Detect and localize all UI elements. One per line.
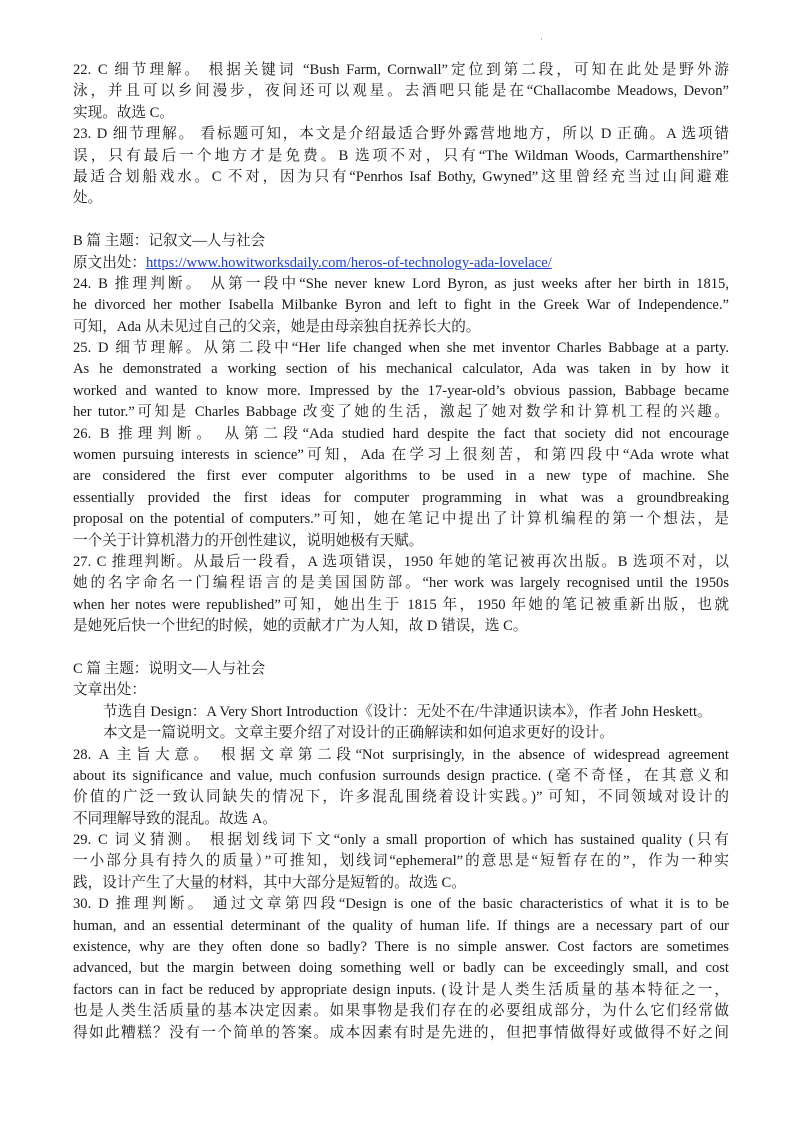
answer-line: 一小部分具有持久的质量）”可推知，划线词“ephemeral”的意思是“短暂存在的”，作为一种实 [73, 853, 729, 870]
answer-line: proposal on the potential of computers.”可知，她在笔记中提出了计算机编程的第一个想法，是 [73, 511, 729, 528]
answer-line: 27. C 推理判断。从最后一段看，A 选项错误，1950 年她的笔记被再次出版。B 选项不对，以 [73, 553, 729, 570]
section-c-source-book: 节选自 Design：A Very Short Introduction《设计：无处不在/牛津通识读本》，作者 John Heskett。 [103, 703, 712, 720]
answer-line: about its significance and value, much confusion surrounds design practice. (毫不奇怪，在其意义和 [73, 767, 729, 784]
answer-line: 实现。故选 C。 [73, 104, 174, 121]
header-mark: · [540, 34, 543, 44]
answer-line: advanced, but the margin between doing something well or badly can be exceedingly small, and cost [73, 960, 729, 977]
source-link[interactable]: https://www.howitworksdaily.com/heros-of-technology-ada-lovelace/ [145, 254, 552, 271]
answer-line: her tutor.”可知是 Charles Babbage 改变了她的生活，激起了她对数学和计算机工程的兴趣。 [73, 404, 729, 421]
answer-line: are considered the first ever computer algorithms to be used in a new type of machine. She [73, 468, 729, 485]
source-label: 原文出处： [73, 254, 146, 271]
answer-line: 25. D 细节理解。从第二段中“Her life changed when she met inventor Charles Babbage at a party. [73, 340, 729, 357]
answer-line: 价值的广泛一致认同缺失的情况下，许多混乱围绕着设计实践。)” 可知，不同领域对设计的 [73, 789, 729, 806]
answer-line: 最适合划船戏水。C 不对，因为只有“Penrhos Isaf Bothy, Gwyned”这里曾经充当过山间避难 [73, 168, 729, 185]
answer-line: As he demonstrated a working section of his mechanical calculator, Ada was taken in by how it [73, 361, 729, 378]
answer-line: existence, why are they often done so badly? There is no simple answer. Cost factors are sometimes [73, 939, 729, 956]
answer-line: 处。 [73, 190, 103, 207]
answer-line: 践，设计产生了大量的材料，其中大部分是短暂的。故选 C。 [73, 874, 466, 891]
section-b-source [73, 253, 729, 274]
answer-line: 一个关于计算机潜力的开创性建议，说明她极有天赋。 [73, 532, 424, 549]
answer-line: 不同理解导致的混乱。故选 A。 [73, 810, 277, 827]
section-c-source-label: 文章出处： [73, 682, 146, 699]
answer-line: 也是人类生活质量的基本决定因素。如果事物是我们存在的必要组成部分，为什么它们经常做 [73, 1003, 729, 1020]
answer-line: 28. A 主旨大意。 根据文章第二段“Not surprisingly, in the absence of widespread agreement [73, 746, 729, 763]
section-c-heading: C 篇 主题：说明文—人与社会 [73, 660, 266, 677]
answer-line: 泳，并且可以乡间漫步，夜间还可以观星。去酒吧只能是在“Challacombe Meadows, Devon” [73, 83, 729, 100]
answer-line: human, and an essential determinant of the quality of human life. If things are a necessary part of our [73, 917, 729, 934]
answer-line: he divorced her mother Isabella Milbanke Byron and left to fight in the Greek War of Independence.” [73, 297, 729, 314]
section-a-answers [73, 60, 729, 210]
answer-line: 是她死后快一个世纪的时候，她的贡献才广为人知，故 D 错误，选 C。 [73, 618, 528, 635]
answer-line: 她的名字命名一门编程语言的是美国国防部。“her work was largely recognised until the 1950s [73, 575, 729, 592]
answer-line: 得如此糟糕？没有一个简单的答案。成本因素有时是先进的，但把事情做得好或做得不好之间 [73, 1024, 729, 1041]
answer-line: 29. C 词义猜测。 根据划线词下文“only a small proportion of which has sustained quality (只有 [73, 832, 729, 849]
section-b [73, 231, 729, 637]
answer-line: 26. B 推理判断。 从第二段“Ada studied hard despite the fact that society did not encourage [73, 425, 729, 442]
section-b-heading: B 篇 主题：记叙文—人与社会 [73, 233, 266, 250]
answer-line: 误，只有最后一个地方才是免费。B 选项不对，只有“The Wildman Woods, Carmarthenshire” [73, 147, 729, 164]
answer-line: 24. B 推理判断。 从第一段中“She never knew Lord Byron, as just weeks after her birth in 1815, [73, 275, 729, 292]
answer-line: worked and wanted to know more. Impressed by the 17-year-old’s obvious passion, Babbage became [73, 382, 729, 399]
answer-line: when her notes were republished”可知，她出生于 1815 年，1950 年她的笔记被重新出版，也就 [73, 596, 729, 613]
section-c [73, 659, 729, 1044]
answer-key-page [73, 60, 729, 1044]
answer-line: 30. D 推理判断。 通过文章第四段“Design is one of the basic characteristics of what it is to be [73, 896, 729, 913]
section-c-intro: 本文是一篇说明文。文章主要介绍了对设计的正确解读和如何追求更好的设计。 [103, 725, 614, 742]
answer-line: 22. C 细节理解。 根据关键词 “Bush Farm, Cornwall”定位到第二段，可知在此处是野外游 [73, 62, 729, 78]
answer-line: factors can in fact be reduced by appropriate design inputs. (设计是人类生活质量的基本特征之一， [73, 981, 729, 998]
answer-line: 可知，Ada 从未见过自己的父亲，她是由母亲独自抚养长大的。 [73, 318, 481, 335]
answer-line: essentially provided the first ideas for computer programming in what was a groundbreaking [73, 489, 729, 506]
answer-line: 23. D 细节理解。 看标题可知，本文是介绍最适合野外露营地地方，所以 D 正确。A 选项错 [73, 126, 729, 143]
answer-line: women pursuing interests in science”可知，Ada 在学习上很刻苦，和第四段中“Ada wrote what [73, 447, 729, 464]
